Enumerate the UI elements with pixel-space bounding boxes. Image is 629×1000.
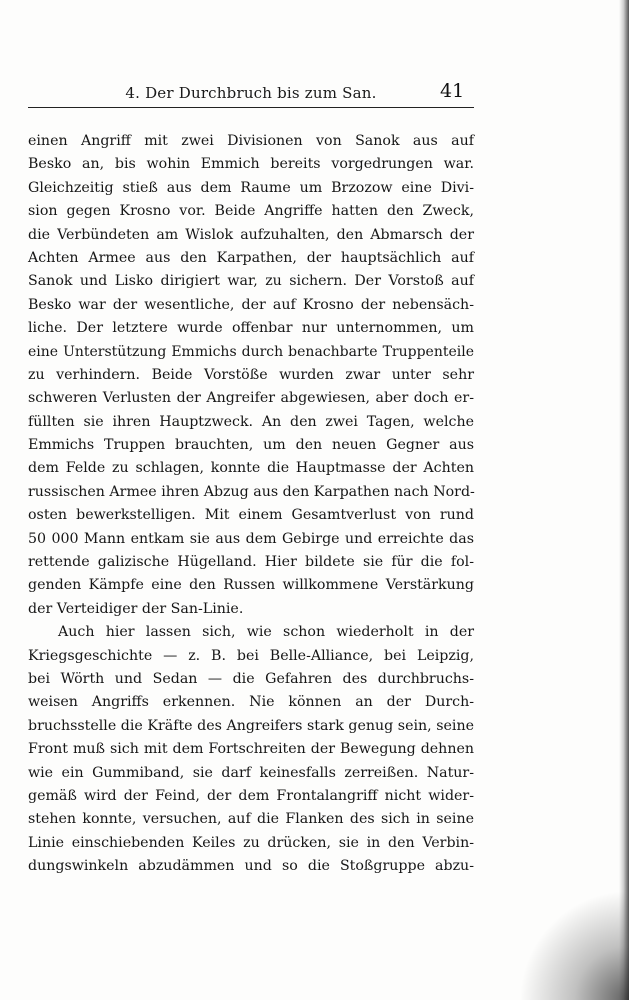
text-line: 50 000 Mann entkam sie aus dem Gebirge und erreichte das [28,530,474,547]
text-line: wie ein Gummiband, sie darf keinesfalls zerreißen. Natur- [28,764,474,781]
text-line: Linie einschiebenden Keiles zu drücken, sie in den Verbin- [28,834,474,851]
body-text [28,130,474,879]
text-line: liche. Der letztere wurde offenbar nur unternommen, um [28,320,474,337]
text-line: osten bewerkstelligen. Mit einem Gesamtverlust von rund [28,507,474,524]
text-line: schweren Verlusten der Angreifer abgewiesen, aber doch er- [28,390,474,407]
text-line: Kriegsgeschichte — z. B. bei Belle-Alliance, bei Leipzig, [28,647,474,664]
text-line: weisen Angriffs erkennen. Nie können an der Durch- [28,694,474,711]
running-header [28,78,474,106]
text-line: die Verbündeten am Wislok aufzuhalten, den Abmarsch der [28,226,474,243]
text-line: Besko an, bis wohin Emmich bereits vorgedrungen war. [28,156,474,173]
text-line: stehen konnte, versuchen, auf die Flanken des sich in seine [28,811,474,828]
text-line: Auch hier lassen sich, wie schon wiederholt in der [58,624,474,641]
text-line: bei Wörth und Sedan — die Gefahren des durchbruchs- [28,670,474,687]
text-line: russischen Armee ihren Abzug aus den Karpathen nach Nord- [28,483,475,500]
page-number: 41 [440,80,465,102]
text-line: dem Felde zu schlagen, konnte die Hauptmasse der Achten [28,460,474,477]
header-rule [28,107,474,108]
text-line: der Verteidiger der San-Linie. [28,600,244,617]
text-line: Sanok und Lisko dirigiert war, zu sichern. Der Vorstoß auf [28,273,474,290]
paragraph [28,130,474,621]
text-line: dungswinkeln abzudämmen und so die Stoßgruppe abzu- [28,858,474,875]
text-line: füllten sie ihren Hauptzweck. An den zwei Tagen, welche [28,413,474,430]
text-line: genden Kämpfe eine den Russen willkommene Verstärkung [28,577,474,594]
page-edge-shadow [619,0,629,1000]
text-line: bruchsstelle die Kräfte des Angreifers stark genug sein, seine [28,717,474,734]
paragraph [28,621,474,878]
text-line: Emmichs Truppen brauchten, um den neuen Gegner aus [28,437,474,454]
text-line: einen Angriff mit zwei Divisionen von Sanok aus auf [28,133,474,149]
text-line: zu verhindern. Beide Vorstöße wurden zwar unter sehr [28,366,474,383]
text-line: Gleichzeitig stieß aus dem Raume um Brzozow eine Divi- [28,179,474,196]
text-line: sion gegen Krosno vor. Beide Angriffe hatten den Zweck, [28,203,474,220]
text-line: rettende galizische Hügelland. Hier bildete sie für die fol- [28,554,474,571]
corner-smudge [519,890,629,1000]
text-line: Front muß sich mit dem Fortschreiten der Bewegung dehnen [28,741,474,758]
text-line: Achten Armee aus den Karpathen, der hauptsächlich auf [28,249,474,266]
text-line: gemäß wird der Feind, der dem Frontalangriff nicht wider- [28,787,474,804]
text-line: Besko war der wesentliche, der auf Krosno der nebensäch- [28,296,474,313]
running-title: 4. Der Durchbruch bis zum San. [125,84,377,102]
text-line: eine Unterstützung Emmichs durch benachbarte Truppenteile [28,343,474,360]
